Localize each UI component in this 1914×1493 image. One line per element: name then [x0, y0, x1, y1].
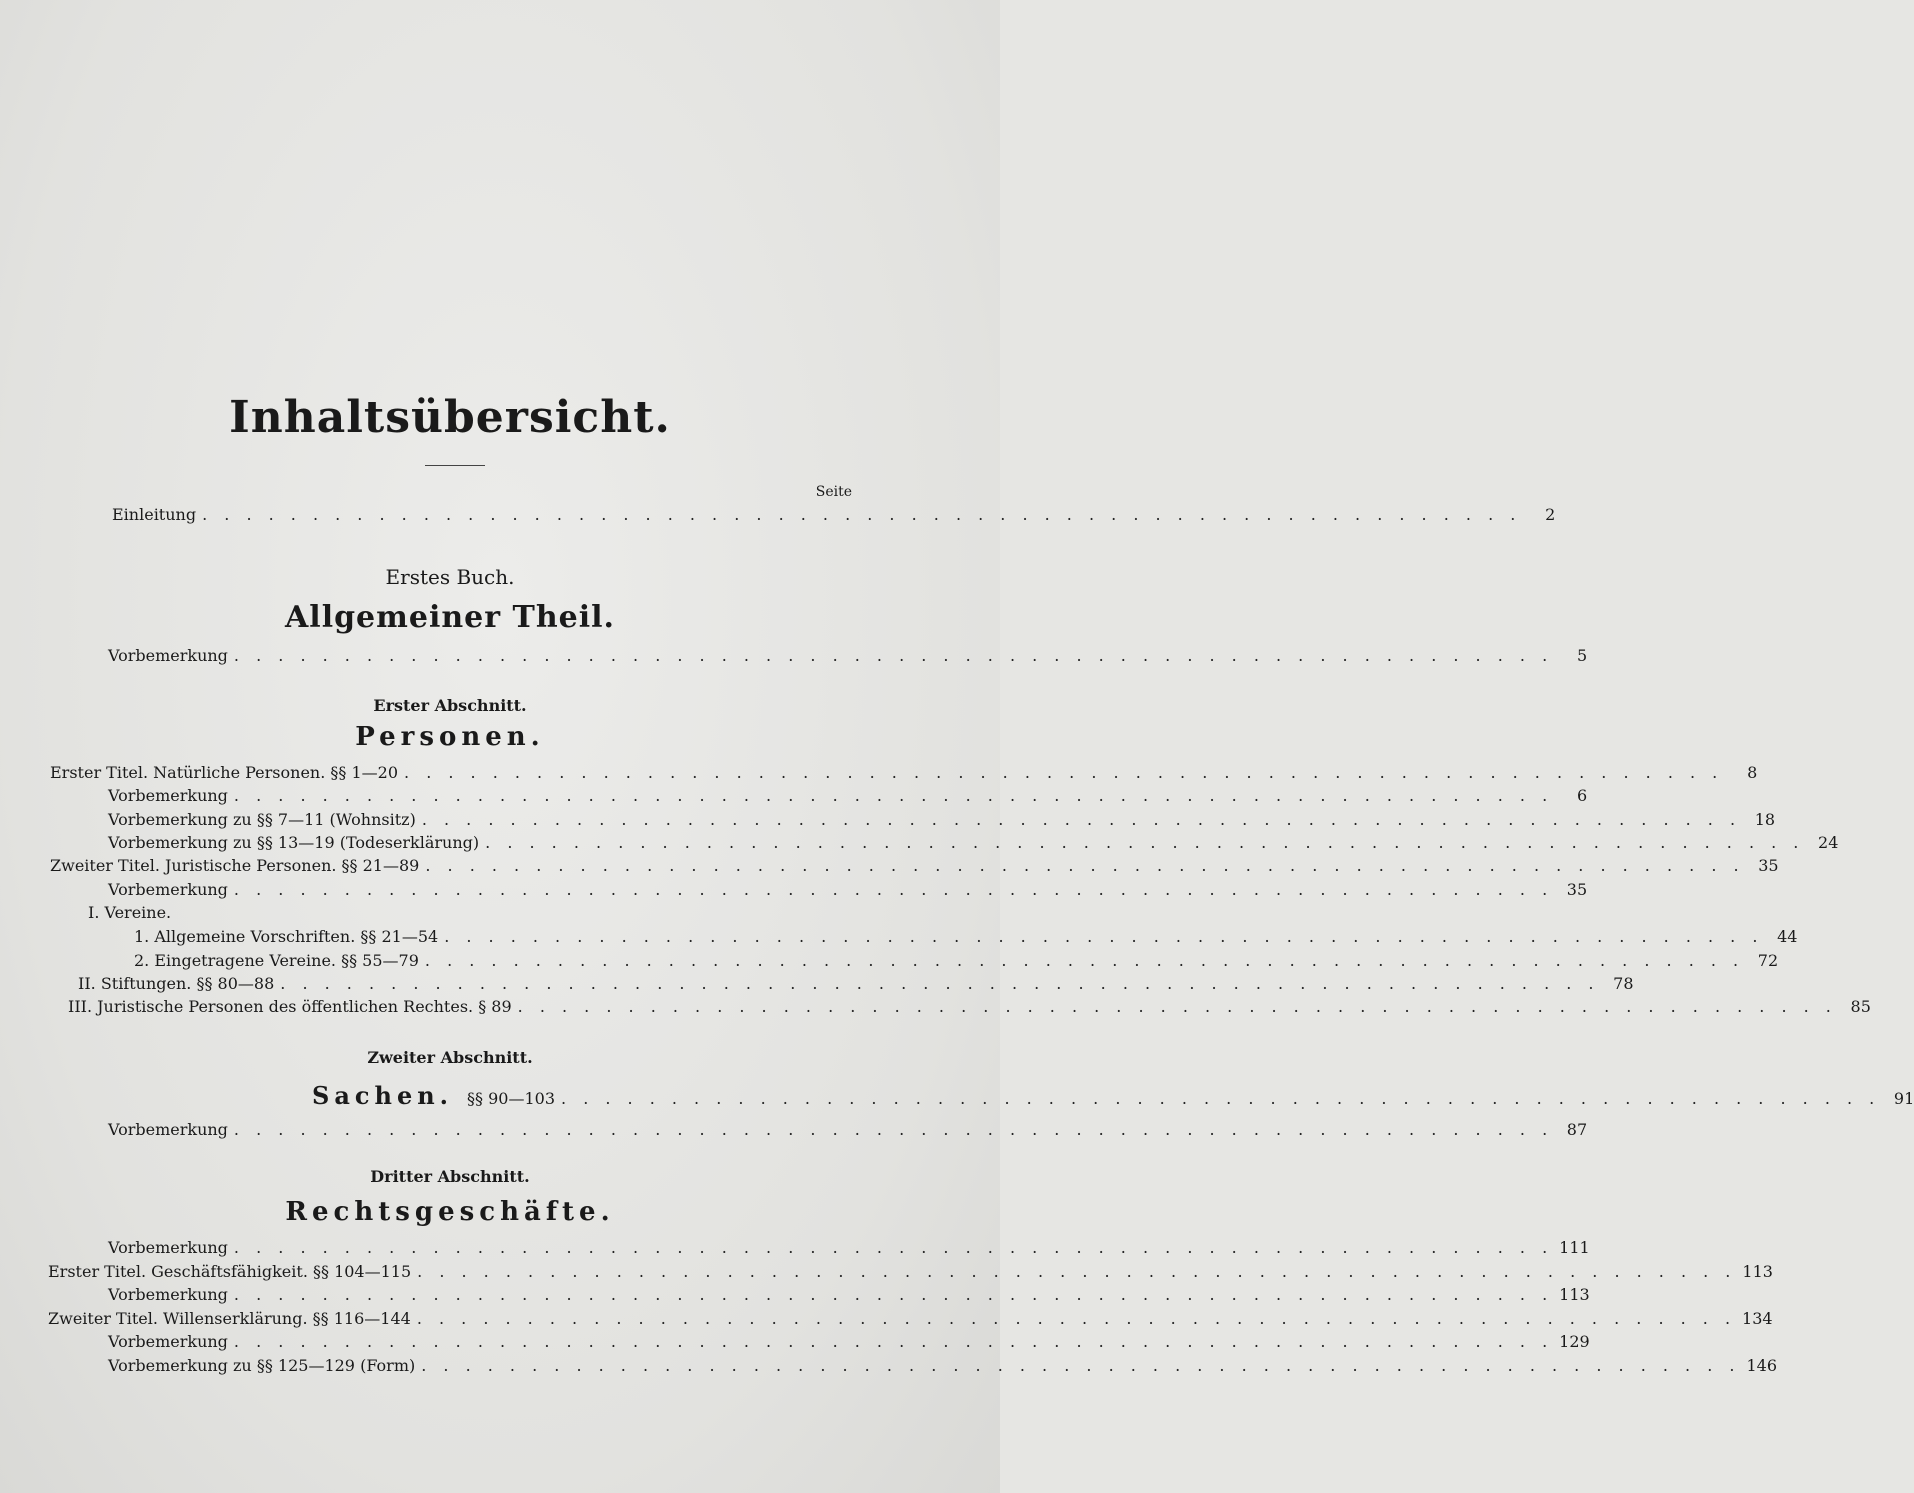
page-title: Inhaltsübersicht.	[229, 392, 671, 443]
toc-entry-einleitung	[112, 505, 1556, 527]
toc-entry-page: 8	[1747, 763, 1758, 782]
dot-leader: . . . . . . . . . . . . . . . . . . . . . . . . . . . . . . . . . . . . . . . . . . . . . . . . . . . . . . . . . . . .	[233, 1332, 1554, 1351]
toc-entry-page: 5	[1576, 646, 1588, 665]
section-label-2: Zweiter Abschnitt.	[367, 1048, 533, 1067]
toc-entry	[108, 833, 1839, 855]
toc-entry	[108, 810, 1776, 832]
dot-leader: . . . . . . . . . . . . . . . . . . . . . . . . . . . . . . . . . . . . . . . . . . . . . . . . . . . . . . . . . . . .	[233, 1285, 1554, 1304]
toc-entry-label: Vorbemerkung	[108, 880, 228, 899]
toc-entry-label: Erster Titel. Natürliche Personen. §§ 1—20	[50, 763, 399, 782]
dot-leader: . . . . . . . . . . . . . . . . . . . . . . . . . . . . . . . . . . . . . . . . . . . . . . . . . . . . . . . . . . . .	[424, 951, 1745, 970]
toc-entry-label: Vorbemerkung	[108, 786, 228, 805]
dot-leader: . . . . . . . . . . . . . . . . . . . . . . . . . . . . . . . . . . . . . . . . . . . . . . . . . . . . . . . . . . . .	[404, 763, 1724, 782]
toc-entry-label: Vorbemerkung zu §§ 125—129 (Form)	[108, 1356, 416, 1375]
section-title-1: Personen.	[355, 722, 545, 752]
toc-entry-label: Vorbemerkung	[108, 1238, 228, 1257]
toc-entry	[108, 1120, 1588, 1142]
toc-entry	[78, 974, 1634, 996]
toc-entry-page: 129	[1559, 1332, 1590, 1351]
section-label-1: Erster Abschnitt.	[373, 696, 527, 715]
dot-leader: . . . . . . . . . . . . . . . . . . . . . . . . . . . . . . . . . . . . . . . . . . . . . . . . . . . . . . . . . . . .	[421, 810, 1742, 829]
toc-entry-label: Vorbemerkung zu §§ 13—19 (Todeserklärung)	[108, 833, 480, 852]
toc-entry	[108, 786, 1588, 808]
toc-entry-label: Einleitung	[112, 505, 197, 524]
dot-leader: . . . . . . . . . . . . . . . . . . . . . . . . . . . . . . . . . . . . . . . . . . . . . . . . . . . . . . . . . . . .	[561, 1089, 1881, 1108]
toc-entry	[108, 1238, 1590, 1260]
dot-leader: . . . . . . . . . . . . . . . . . . . . . . . . . . . . . . . . . . . . . . . . . . . . . . . . . . . . . . . . . . . .	[485, 833, 1805, 852]
dot-leader: . . . . . . . . . . . . . . . . . . . . . . . . . . . . . . . . . . . . . . . . . . . . . . . . . . . . . . . . . . . .	[233, 880, 1554, 899]
toc-entry	[48, 1309, 1773, 1331]
toc-entry	[108, 1332, 1590, 1354]
dot-leader: . . . . . . . . . . . . . . . . . . . . . . . . . . . . . . . . . . . . . . . . . . . . . . . . . . . . . . . . . . . .	[233, 646, 1554, 665]
title-ornament	[425, 465, 485, 467]
page-column-label: Seite	[815, 484, 852, 500]
toc-entry-label: Vorbemerkung	[108, 1285, 228, 1304]
toc-entry-label: II. Stiftungen. §§ 80—88	[78, 974, 275, 993]
dot-leader: . . . . . . . . . . . . . . . . . . . . . . . . . . . . . . . . . . . . . . . . . . . . . . . . . . . . . . . . . . . .	[517, 997, 1837, 1016]
dot-leader: . . . . . . . . . . . . . . . . . . . . . . . . . . . . . . . . . . . . . . . . . . . . . . . . . . . . . . . . . . . .	[233, 786, 1554, 805]
section-title-2: Sachen.	[312, 1081, 454, 1110]
dot-leader: . . . . . . . . . . . . . . . . . . . . . . . . . . . . . . . . . . . . . . . . . . . . . . . . . . . . . . . . . . . .	[280, 974, 1600, 993]
toc-entry	[108, 1285, 1590, 1307]
toc-entry-label: Erster Titel. Geschäftsfähigkeit. §§ 104—115	[48, 1262, 412, 1281]
dot-leader: . . . . . . . . . . . . . . . . . . . . . . . . . . . . . . . . . . . . . . . . . . . . . . . . . . . . . . . . . . . .	[421, 1356, 1741, 1375]
toc-entry-book-preface	[108, 646, 1588, 668]
toc-entry	[50, 763, 1758, 785]
toc-entry-page: 2	[1545, 505, 1556, 524]
toc-entry-label: 2. Eingetragene Vereine. §§ 55—79	[134, 951, 419, 970]
toc-entry-page: 78	[1613, 974, 1634, 993]
toc-entry-page: 113	[1559, 1285, 1590, 1304]
toc-entry-label: Vorbemerkung	[108, 1120, 228, 1139]
toc-entry-label: III. Juristische Personen des öffentlichen Rechtes. § 89	[68, 997, 512, 1016]
toc-entry-label: I. Vereine.	[88, 903, 172, 922]
dot-leader: . . . . . . . . . . . . . . . . . . . . . . . . . . . . . . . . . . . . . . . . . . . . . . . . . . . . . . . . . . . .	[417, 1262, 1737, 1281]
toc-entry	[134, 951, 1779, 973]
toc-entry	[50, 856, 1779, 878]
part-title: Allgemeiner Theil.	[285, 600, 615, 635]
toc-entry	[108, 880, 1588, 902]
dot-leader: . . . . . . . . . . . . . . . . . . . . . . . . . . . . . . . . . . . . . . . . . . . . . . . . . . . . . . . . . . . .	[202, 505, 1522, 524]
toc-entry-label: Vorbemerkung	[108, 1332, 228, 1351]
toc-entry-page: 87	[1566, 1120, 1588, 1139]
toc-entry-label: Vorbemerkung	[108, 646, 228, 665]
toc-entry-page: 113	[1742, 1262, 1773, 1281]
book-label: Erstes Buch.	[385, 565, 515, 589]
section-title-row-2	[312, 1081, 1914, 1110]
toc-entry-page: 111	[1559, 1238, 1590, 1257]
dot-leader: . . . . . . . . . . . . . . . . . . . . . . . . . . . . . . . . . . . . . . . . . . . . . . . . . . . . . . . . . . . .	[444, 927, 1764, 946]
section-label-3: Dritter Abschnitt.	[370, 1167, 530, 1186]
toc-entry-page: 91	[1893, 1089, 1914, 1108]
toc-entry-label: 1. Allgemeine Vorschriften. §§ 21—54	[134, 927, 439, 946]
toc-subheading	[88, 903, 171, 925]
toc-entry-page: 18	[1754, 810, 1776, 829]
toc-entry-page: 44	[1777, 927, 1798, 946]
dot-leader: . . . . . . . . . . . . . . . . . . . . . . . . . . . . . . . . . . . . . . . . . . . . . . . . . . . . . . . . . . . .	[425, 856, 1745, 875]
toc-entry	[134, 927, 1798, 949]
section-title-ref: §§ 90—103	[467, 1089, 556, 1108]
toc-entry-page: 146	[1746, 1356, 1778, 1375]
dot-leader: . . . . . . . . . . . . . . . . . . . . . . . . . . . . . . . . . . . . . . . . . . . . . . . . . . . . . . . . . . . .	[416, 1309, 1737, 1328]
toc-entry-page: 6	[1576, 786, 1588, 805]
toc-entry-label: Vorbemerkung zu §§ 7—11 (Wohnsitz)	[108, 810, 416, 829]
dot-leader: . . . . . . . . . . . . . . . . . . . . . . . . . . . . . . . . . . . . . . . . . . . . . . . . . . . . . . . . . . . .	[233, 1120, 1554, 1139]
toc-entry	[68, 997, 1871, 1019]
toc-entry	[48, 1262, 1773, 1284]
toc-entry-label: Zweiter Titel. Willenserklärung. §§ 116—144	[48, 1309, 411, 1328]
toc-entry-page: 85	[1850, 997, 1871, 1016]
section-title-3: Rechtsgeschäfte.	[285, 1197, 615, 1227]
toc-entry-page: 24	[1818, 833, 1839, 852]
toc-entry-page: 35	[1566, 880, 1588, 899]
toc-entry-page: 134	[1742, 1309, 1773, 1328]
toc-entry-label: Zweiter Titel. Juristische Personen. §§ 21—89	[50, 856, 420, 875]
toc-entry-page: 72	[1757, 951, 1779, 970]
toc-entry-page: 35	[1758, 856, 1779, 875]
dot-leader: . . . . . . . . . . . . . . . . . . . . . . . . . . . . . . . . . . . . . . . . . . . . . . . . . . . . . . . . . . . .	[233, 1238, 1554, 1257]
toc-entry	[108, 1356, 1778, 1378]
